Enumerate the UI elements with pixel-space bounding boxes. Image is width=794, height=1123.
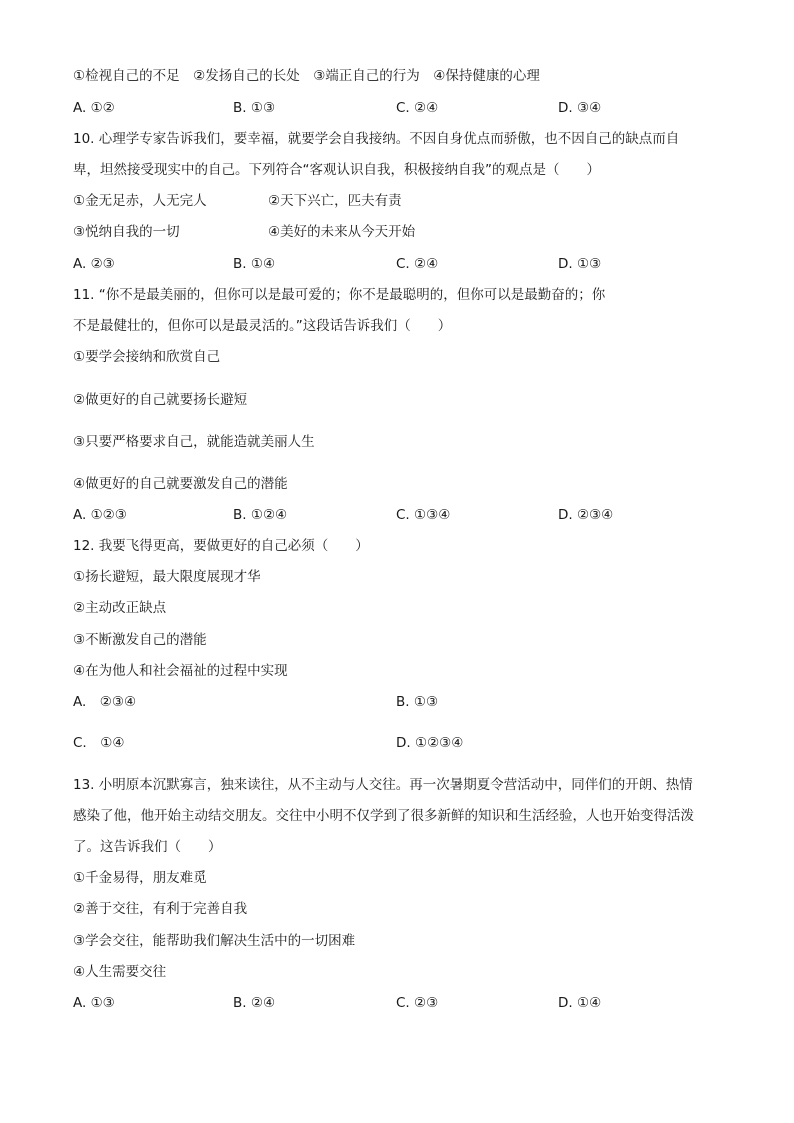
q13-statement-4: ④人生需要交往	[73, 964, 167, 980]
q12-statement-4: ④在为他人和社会福祉的过程中实现	[73, 663, 288, 679]
q9-statements: ①检视自己的不足 ②发扬自己的长处 ③端正自己的行为 ④保持健康的心理	[73, 68, 540, 84]
q11-option-c[interactable]: C. ①③④	[396, 507, 451, 523]
q13-option-a[interactable]: A. ①③	[73, 995, 115, 1011]
q13-options	[73, 993, 723, 1013]
q10-option-a[interactable]: A. ②③	[73, 256, 115, 272]
q10-statement-1: ①金无足赤，人无完人	[73, 193, 207, 209]
q11-statement-1: ①要学会接纳和欣赏自己	[73, 349, 221, 365]
q11-option-a[interactable]: A. ①②③	[73, 507, 127, 523]
q9-option-c[interactable]: C. ②④	[396, 100, 439, 116]
q9-option-d[interactable]: D. ③④	[558, 100, 602, 116]
q12-statement-3: ③不断激发自己的潜能	[73, 632, 207, 648]
q13-statement-1: ①千金易得，朋友难觅	[73, 870, 207, 886]
q11-statement-4: ④做更好的自己就要激发自己的潜能	[73, 476, 288, 492]
q11-stem-line2: 不是最健壮的，但你可以是最灵活的。”这段话告诉我们（ ）	[73, 318, 452, 334]
q10-option-d[interactable]: D. ①③	[558, 256, 602, 272]
q10-options	[73, 254, 723, 274]
q12-option-c[interactable]: C. ①④	[73, 735, 125, 751]
q12-statement-2: ②主动改正缺点	[73, 600, 167, 616]
q11-statement-2: ②做更好的自己就要扬长避短	[73, 392, 248, 408]
q9-option-b[interactable]: B. ①③	[233, 100, 276, 116]
q13-stem-line2: 感染了他，他开始主动结交朋友。交往中小明不仅学到了很多新鲜的知识和生活经验，人也开始变得活泼	[73, 808, 694, 824]
q13-option-d[interactable]: D. ①④	[558, 995, 602, 1011]
q13-option-b[interactable]: B. ②④	[233, 995, 276, 1011]
q12-options-row1	[73, 692, 723, 712]
q12-option-a[interactable]: A. ②③④	[73, 694, 137, 710]
q12-option-d[interactable]: D. ①②③④	[396, 735, 464, 751]
q13-stem-line1: 13. 小明原本沉默寡言，独来读往，从不主动与人交往。再一次暑期夏令营活动中，同伴们的开朗、热情	[73, 777, 693, 793]
q11-options	[73, 505, 723, 525]
q11-option-d[interactable]: D. ②③④	[558, 507, 614, 523]
q11-stem-line1: 11. “你不是最美丽的，但你可以是最可爱的；你不是最聪明的，但你可以是最勤奋的；你	[73, 287, 606, 303]
q11-option-b[interactable]: B. ①②④	[233, 507, 288, 523]
q13-statement-3: ③学会交往，能帮助我们解决生活中的一切困难	[73, 933, 356, 949]
q13-option-c[interactable]: C. ②③	[396, 995, 439, 1011]
q11-statement-3: ③只要严格要求自己，就能造就美丽人生	[73, 434, 315, 450]
q10-statement-2: ②天下兴亡，匹夫有责	[268, 193, 402, 209]
q10-stem-line2: 卑，坦然接受现实中的自己。下列符合“客观认识自我，积极接纳自我”的观点是（ ）	[73, 162, 600, 178]
q10-option-c[interactable]: C. ②④	[396, 256, 439, 272]
q10-stem-line1: 10. 心理学专家告诉我们，要幸福，就要学会自我接纳。不因自身优点而骄傲，也不因自己的缺点而自	[73, 131, 680, 147]
q12-options-row2	[73, 733, 723, 753]
q12-option-b[interactable]: B. ①③	[396, 694, 439, 710]
q13-statement-2: ②善于交往，有利于完善自我	[73, 901, 248, 917]
q10-statement-4: ④美好的未来从今天开始	[268, 224, 416, 240]
q13-stem-line3: 了。这告诉我们（ ）	[73, 839, 222, 855]
q9-options	[73, 98, 723, 118]
q12-stem: 12. 我要飞得更高，要做更好的自己必须（ ）	[73, 538, 369, 554]
q12-statement-1: ①扬长避短，最大限度展现才华	[73, 569, 261, 585]
q10-statement-3: ③悦纳自我的一切	[73, 224, 180, 240]
q9-option-a[interactable]: A. ①②	[73, 100, 115, 116]
q10-option-b[interactable]: B. ①④	[233, 256, 276, 272]
